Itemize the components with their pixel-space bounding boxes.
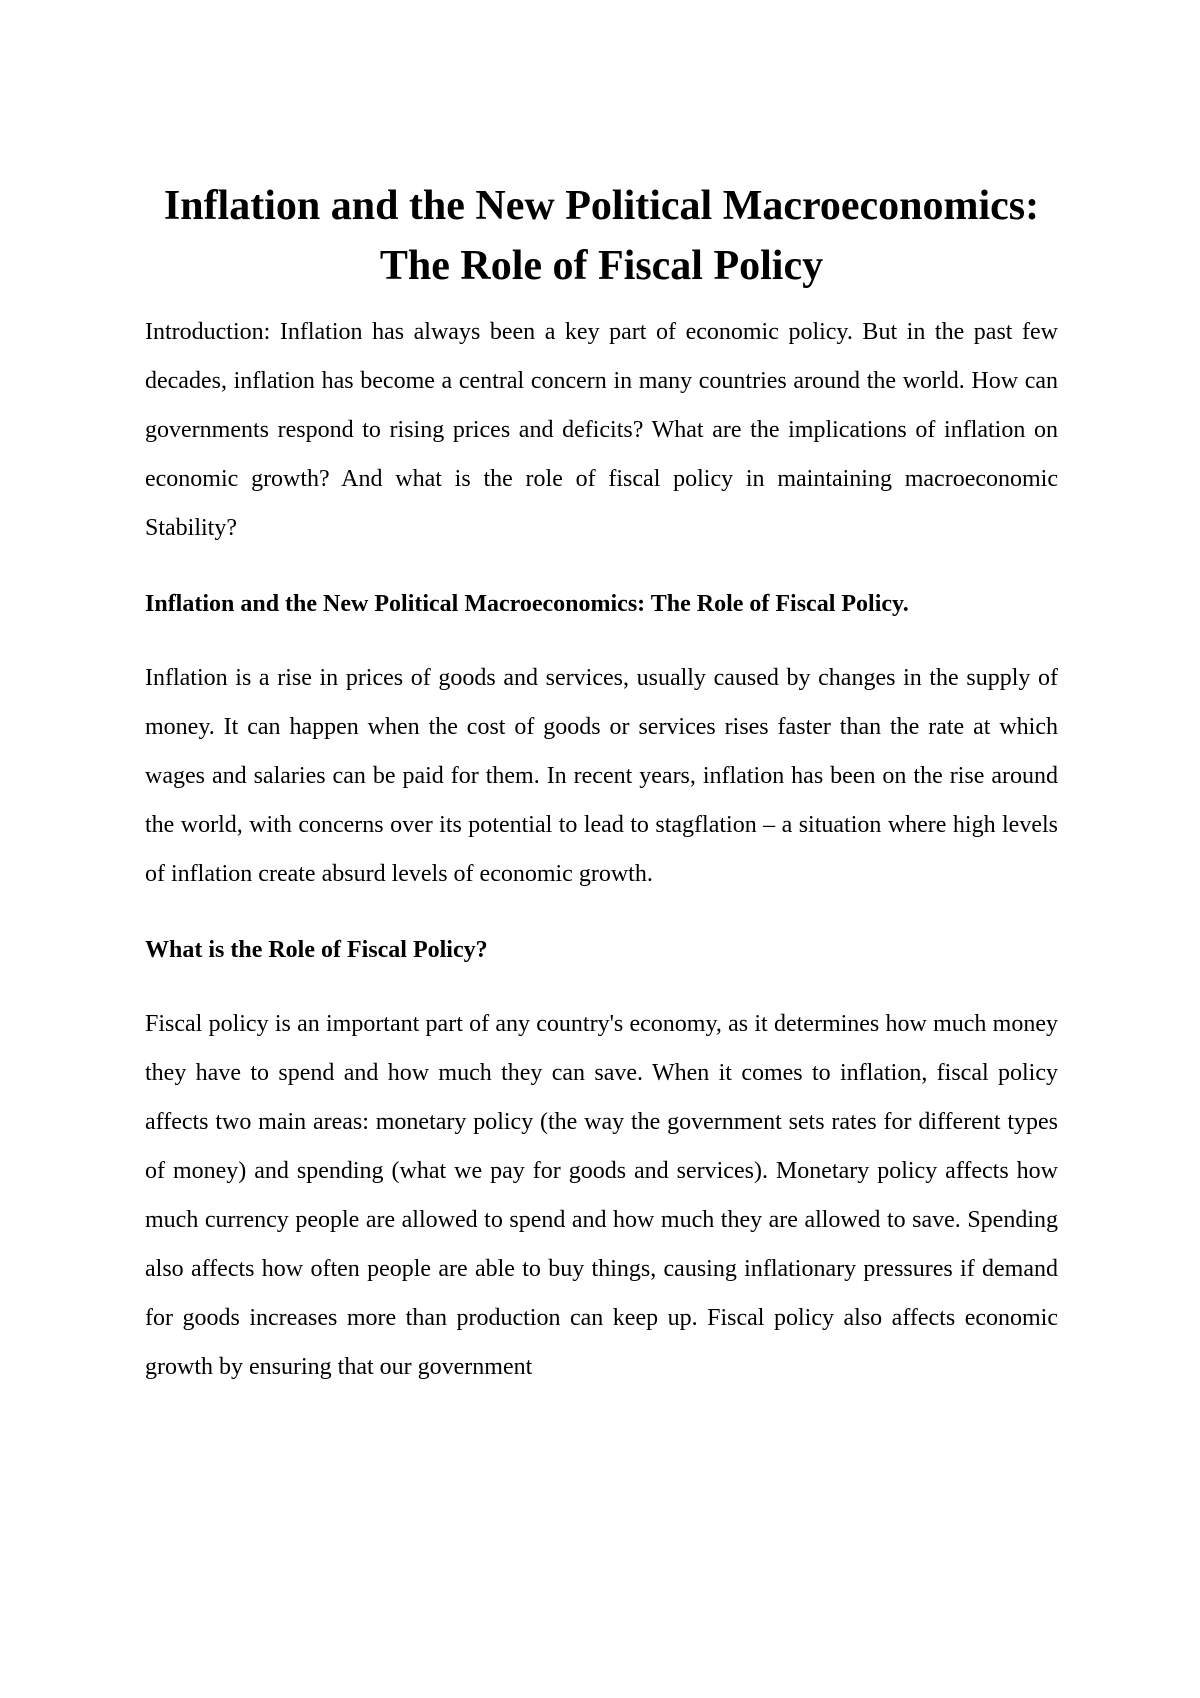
- fiscal-policy-paragraph: Fiscal policy is an important part of any country's economy, as it determines how much money they have to spend and how much they can save. When it comes to inflation, fiscal policy affects two main areas: monetary policy (the way the government sets rates for different types of money) and spending (what we pay for goods and services). Monetary policy affects how much currency people are allowed to spend and how much they are allowed to save. Spending also affects how often people are able to buy things, causing inflationary pressures if demand for goods increases more than production can keep up. Fiscal policy also affects economic growth by ensuring that our government: [145, 1011, 1058, 1380]
- document-title: Inflation and the New Political Macroeconomics: The Role of Fiscal Policy: [163, 183, 1040, 289]
- intro-paragraph: Introduction: Inflation has always been a key part of economic policy. But in the past few decades, inflation has become a central concern in many countries around the world. How can governments respond to rising prices and deficits? What are the implications of inflation on economic growth? And what is the role of fiscal policy in maintaining macroeconomic Stability?: [145, 319, 1058, 541]
- section-heading-fiscal-policy: What is the Role of Fiscal Policy?: [145, 937, 488, 963]
- inflation-paragraph: Inflation is a rise in prices of goods and services, usually caused by changes in the supply of money. It can happen when the cost of goods or services rises faster than the rate at which wages and salaries can be paid for them. In recent years, inflation has been on the rise around the world, with concerns over its potential to lead to stagflation – a situation where high levels of inflation create absurd levels of economic growth.: [145, 665, 1058, 887]
- section-heading-inflation: Inflation and the New Political Macroeconomics: The Role of Fiscal Policy.: [145, 591, 909, 617]
- document-content: [145, 176, 1058, 1392]
